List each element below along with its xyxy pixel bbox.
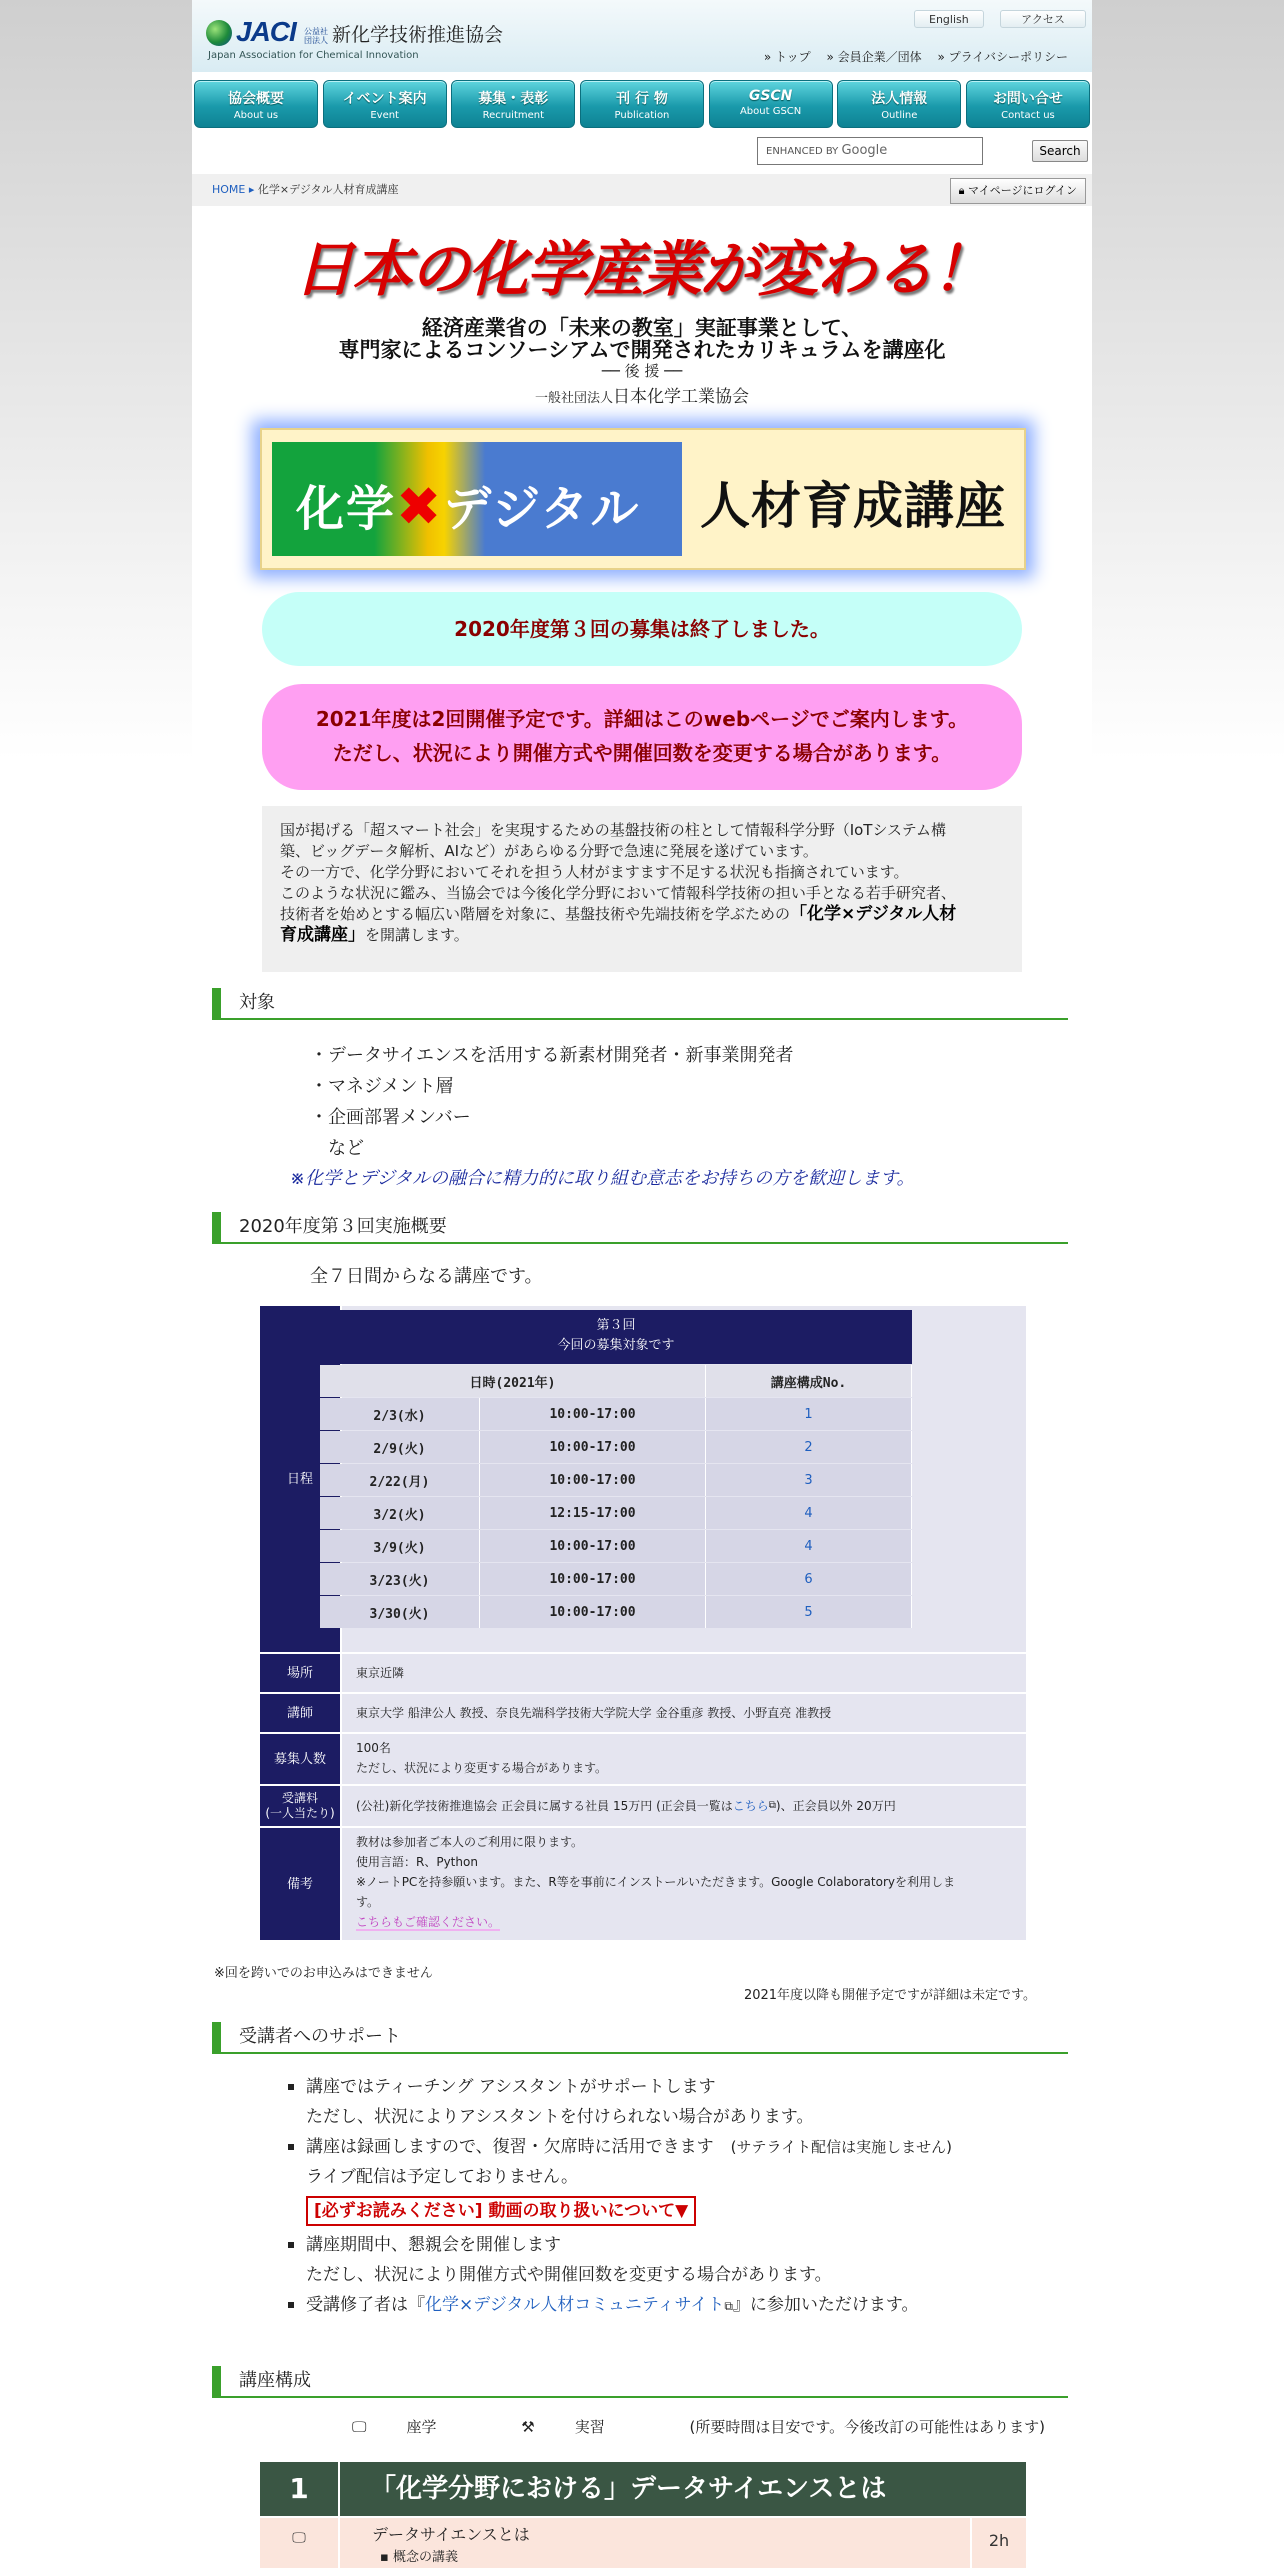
- fee-value: [342, 1786, 1026, 1826]
- course-header: [260, 2462, 1026, 2516]
- footnote-future: 2021年度以降も開催予定ですが詳細は未定です。: [743, 1988, 1036, 2003]
- banner-left-text: [296, 470, 640, 539]
- target-list: [310, 1040, 793, 1164]
- session-subtitle: 今回の募集対象です: [557, 1338, 675, 1353]
- nav-sublabel: About GSCN: [739, 106, 802, 117]
- session-table-header: [320, 1310, 912, 1364]
- breadcrumb-home[interactable]: HOME: [212, 183, 246, 196]
- support-aside: (サテライト配信は実施しません): [730, 2138, 952, 2156]
- session-title: 第３回: [596, 1318, 636, 1333]
- confirm-link[interactable]: こちらもご確認ください。: [356, 1915, 501, 1929]
- label-schedule: 日程: [260, 1306, 340, 1652]
- intro-line: 築、ビッグデータ解析、AIなど）があらゆる分野で急速に発展を遂げています。: [280, 842, 818, 860]
- section-heading-target: 対象: [212, 988, 1068, 1020]
- site-header: [192, 0, 1092, 72]
- course-row-title: データサイエンスとは: [372, 2525, 530, 2544]
- breadcrumb-arrow-icon: ▸: [248, 183, 255, 196]
- page: [192, 0, 1092, 2568]
- row-course-no-link[interactable]: 4: [706, 1497, 912, 1529]
- section-heading-composition: 講座構成: [212, 2366, 1068, 2398]
- list-item: ・企画部署メンバー: [310, 1107, 471, 1128]
- session-table-columns: [320, 1365, 912, 1397]
- row-date: 2/3(水): [320, 1398, 480, 1430]
- list-item: [288, 2290, 1068, 2321]
- globe-logo-icon[interactable]: [206, 20, 232, 46]
- support-text: ただし、状況によりアシスタントを付けられない場合があります。: [306, 2107, 814, 2127]
- table-row: [320, 1497, 912, 1529]
- row-course-no-link[interactable]: 1: [706, 1398, 912, 1430]
- nav-label: イベント案内: [342, 91, 427, 107]
- intro-line: [280, 925, 1004, 946]
- breadcrumb-current: 化学×デジタル人材育成講座: [257, 183, 399, 196]
- nav-label: 協会概要: [228, 91, 284, 107]
- privacy-link[interactable]: » プライバシーポリシー: [937, 50, 1068, 64]
- top-link[interactable]: » トップ: [763, 50, 811, 64]
- intro-box: [262, 806, 1022, 972]
- list-item: [288, 2072, 1068, 2132]
- label-capacity: 募集人数: [260, 1734, 340, 1784]
- row-course-no-link[interactable]: 3: [706, 1464, 912, 1496]
- top-links: [752, 48, 1068, 65]
- intro-line: このような状況に鑑み、当協会では今後化学分野において情報科学技術の担い手となる若手研究者、: [280, 884, 956, 902]
- intro-course-name: 「化学×デジタル人材: [790, 904, 957, 924]
- support-text: ただし、状況により開催方式や開催回数を変更する場合があります。: [306, 2265, 832, 2285]
- session-table: [320, 1310, 912, 1628]
- row-date: 2/22(月): [320, 1464, 480, 1496]
- row-course-no-link[interactable]: 6: [706, 1563, 912, 1595]
- nav-label: 刊 行 物: [616, 91, 668, 107]
- lecturer-value: 東京大学 船津公人 教授、奈良先端科学技術大学院大学 金谷重彦 教授、小野直亮 准教授: [342, 1694, 1026, 1732]
- row-date: 3/30(火): [320, 1596, 480, 1628]
- access-link[interactable]: アクセス: [1000, 10, 1086, 28]
- row-course-no-link[interactable]: 2: [706, 1431, 912, 1463]
- main-nav: [192, 80, 1092, 130]
- nav-gscn[interactable]: [709, 80, 833, 128]
- nav-contact[interactable]: [966, 80, 1090, 128]
- support-text: ライブ配信は予定しておりません。: [306, 2167, 578, 2187]
- legend-label: 実習: [574, 2418, 605, 2436]
- row-date: 3/9(火): [320, 1530, 480, 1562]
- label-fee-sub: (一人当たり): [265, 1806, 335, 1820]
- row-time: 10:00-17:00: [480, 1596, 706, 1628]
- members-link[interactable]: » 会員企業／団体: [826, 50, 922, 64]
- logo-text[interactable]: JACI: [236, 16, 296, 47]
- list-item: [288, 2132, 1068, 2230]
- note-line: ※ノートPCを持参願います。また、R等を事前にインストールいただきます。Google Colaboratoryを利用しま: [356, 1875, 955, 1889]
- english-link[interactable]: English: [914, 10, 984, 28]
- hero-title: 日本の化学産業が変わる！: [294, 236, 990, 303]
- table-row: [320, 1464, 912, 1496]
- nav-label: 募集・表彰: [478, 91, 549, 107]
- practice-icon: ⚒: [521, 2418, 535, 2436]
- banner-digital: デジタル: [443, 481, 641, 537]
- fee-text: )、正会員以外 20万円: [775, 1799, 896, 1813]
- nav-sublabel: Event: [370, 110, 399, 121]
- fee-text: (公社)新化学技術推進協会 正会員に属する社員 15万円 (正会員一覧は: [356, 1799, 733, 1813]
- intro-text: 技術者を始めとする幅広い階層を対象に、基盤技術や先端技術を学ぶための: [280, 905, 791, 923]
- list-item: ・マネジメント層: [310, 1076, 454, 1097]
- lecture-icon: 🖵: [352, 2418, 367, 2436]
- video-policy-toggle[interactable]: [必ずお読みください] 動画の取り扱いについて▼: [306, 2196, 696, 2226]
- support-text: 講座ではティーチング アシスタントがサポートします: [306, 2077, 716, 2097]
- support-list: [288, 2072, 1068, 2321]
- schedule-notice: [262, 684, 1022, 790]
- intro-text: を開講します。: [365, 926, 469, 944]
- support-text: [306, 2132, 1068, 2162]
- external-link-icon: ⧉: [724, 2299, 733, 2313]
- row-time: 10:00-17:00: [480, 1530, 706, 1562]
- sponsor-prefix: 一般社団法人: [534, 391, 613, 406]
- nav-sublabel: Recruitment: [482, 110, 545, 121]
- intro-line: その一方で、化学分野においてそれを担う人材がますます不足する状況も指摘されています。: [280, 863, 909, 881]
- sponsor-name: 日本化学工業協会: [613, 387, 749, 407]
- row-time: 10:00-17:00: [480, 1398, 706, 1430]
- hero-subtitle-2: 専門家によるコンソーシアムで開発されたカリキュラムを講座化: [338, 338, 946, 362]
- legend-label: 座学: [406, 2418, 437, 2436]
- table-row: [320, 1398, 912, 1430]
- course-row: [260, 2518, 1026, 2568]
- banner-left: [272, 442, 682, 556]
- column-course-no: 講座構成No.: [706, 1365, 912, 1397]
- nav-recruitment[interactable]: [451, 80, 575, 128]
- support-text: 講座期間中、懇親会を開催します: [306, 2235, 561, 2255]
- welcome-note: ※化学とデジタルの融合に精力的に取り組む意志をお持ちの方を歓迎します。: [290, 1168, 915, 1189]
- list-item: [288, 2230, 1068, 2290]
- cross-icon: ✖: [396, 475, 444, 538]
- course-row-hours: 2h: [970, 2518, 1026, 2568]
- capacity-note: ただし、状況により変更する場合があります。: [356, 1761, 608, 1775]
- list-item: ・データサイエンスを活用する新素材開発者・新事業開発者: [310, 1045, 794, 1066]
- google-brand: Google: [841, 143, 888, 158]
- banner-right-text: 人材育成講座: [700, 477, 1006, 535]
- legend-note: (所要時間は目安です。今後改訂の可能性はあります): [689, 2418, 1046, 2436]
- capacity-value: [342, 1734, 1026, 1784]
- intro-line: 国が掲げる「超スマート社会」を実現するための基盤技術の柱として情報科学分野（IoTシステム構: [280, 821, 946, 839]
- overview-lead: 全７日間からなる講座です。: [310, 1266, 543, 1287]
- search-placeholder: ENHANCED BY: [766, 146, 839, 157]
- note-line: 使用言語：R、Python: [356, 1855, 478, 1869]
- lock-icon: 🔒︎: [958, 184, 965, 197]
- section-heading-overview: 2020年度第３回実施概要: [212, 1212, 1068, 1244]
- label-place: 場所: [260, 1654, 340, 1692]
- external-link-icon: ⧉: [768, 1800, 776, 1811]
- members-list-link[interactable]: こちら: [732, 1799, 769, 1813]
- row-time: 10:00-17:00: [480, 1563, 706, 1595]
- hero-subtitle-1: 経済産業省の「未来の教室」実証事業として、: [421, 316, 863, 340]
- legend-practice: [521, 2418, 644, 2436]
- support-main: 講座は録画しますので、復習・欠席時に活用できます: [306, 2137, 714, 2157]
- sponsor-heading: ── 後 援 ──: [601, 362, 683, 380]
- section-heading-support: 受講者へのサポート: [212, 2022, 1068, 2054]
- table-row: [320, 1431, 912, 1463]
- row-course-no-link[interactable]: 5: [706, 1596, 912, 1628]
- login-label: マイページにログイン: [967, 184, 1077, 197]
- capacity-number: 100名: [356, 1741, 391, 1755]
- table-row: [320, 1563, 912, 1595]
- course-number: 1: [260, 2462, 340, 2516]
- nav-outline[interactable]: [837, 80, 961, 128]
- nav-publication[interactable]: [580, 80, 704, 128]
- row-time: 12:15-17:00: [480, 1497, 706, 1529]
- label-lecturer: 講師: [260, 1694, 340, 1732]
- sponsor-org: [192, 382, 1092, 407]
- column-date: 日時(2021年): [320, 1365, 706, 1397]
- row-date: 3/23(火): [320, 1563, 480, 1595]
- row-date: 3/2(火): [320, 1497, 480, 1529]
- label-fee-main: 受講料: [281, 1791, 318, 1805]
- support-text: 受講修了者は『: [306, 2295, 425, 2315]
- course-title: 「化学分野における」データサイエンスとは: [370, 2474, 887, 2504]
- label-fee: [260, 1786, 340, 1826]
- place-value: 東京近隣: [342, 1654, 1026, 1692]
- note-line: す。: [356, 1895, 380, 1909]
- table-row: [320, 1530, 912, 1562]
- schedule-notice-line1: 2021年度は2回開催予定です。詳細はこのwebページでご案内します。: [315, 707, 969, 731]
- note-line: 教材は参加者ご本人のご利用に限ります。: [356, 1835, 584, 1849]
- nav-sublabel: About us: [233, 110, 279, 121]
- search-button[interactable]: Search: [1032, 140, 1088, 162]
- notes-value: [342, 1828, 1026, 1940]
- login-button[interactable]: [950, 178, 1086, 204]
- row-date: 2/9(火): [320, 1431, 480, 1463]
- nav-label: お問い合せ: [992, 91, 1063, 107]
- recruitment-closed-notice: 2020年度第３回の募集は終了しました。: [262, 592, 1022, 666]
- lecture-icon: 🖵: [260, 2518, 340, 2568]
- intro-line: [280, 904, 1004, 925]
- logo-prefix: 公益社団法人: [304, 27, 328, 45]
- row-course-no-link[interactable]: 4: [706, 1530, 912, 1562]
- nav-label: 法人情報: [871, 91, 928, 107]
- list-item: など: [310, 1138, 364, 1159]
- nav-about[interactable]: [194, 80, 318, 128]
- course-row-sub: ▪ 概念の講義: [380, 2550, 458, 2565]
- schedule-notice-line2: ただし、状況により開催方式や開催回数を変更する場合があります。: [332, 741, 952, 765]
- nav-label: GSCN: [748, 88, 793, 104]
- label-notes: 備考: [260, 1828, 340, 1940]
- org-name[interactable]: 新化学技術推進協会: [332, 24, 504, 46]
- legend: [352, 2416, 1085, 2437]
- table-row: [320, 1596, 912, 1628]
- support-text: 』に参加いただけます。: [732, 2295, 919, 2315]
- legend-lecture: [352, 2418, 476, 2436]
- nav-event[interactable]: [323, 80, 447, 128]
- nav-sublabel: Publication: [614, 110, 670, 121]
- row-time: 10:00-17:00: [480, 1431, 706, 1463]
- nav-sublabel: Outline: [881, 110, 918, 121]
- search-input[interactable]: [757, 137, 983, 165]
- nav-sublabel: Contact us: [1001, 110, 1055, 121]
- org-name-en: Japan Association for Chemical Innovation: [208, 50, 419, 61]
- footnote-no-cross-session: ※回を跨いでのお申込みはできません: [214, 1966, 433, 1981]
- banner-chem: 化学: [296, 481, 397, 537]
- intro-course-name: 育成講座」: [280, 925, 365, 945]
- course-banner: [260, 428, 1026, 570]
- community-site-link[interactable]: 化学×デジタル人材コミュニティサイト: [425, 2295, 725, 2315]
- row-time: 10:00-17:00: [480, 1464, 706, 1496]
